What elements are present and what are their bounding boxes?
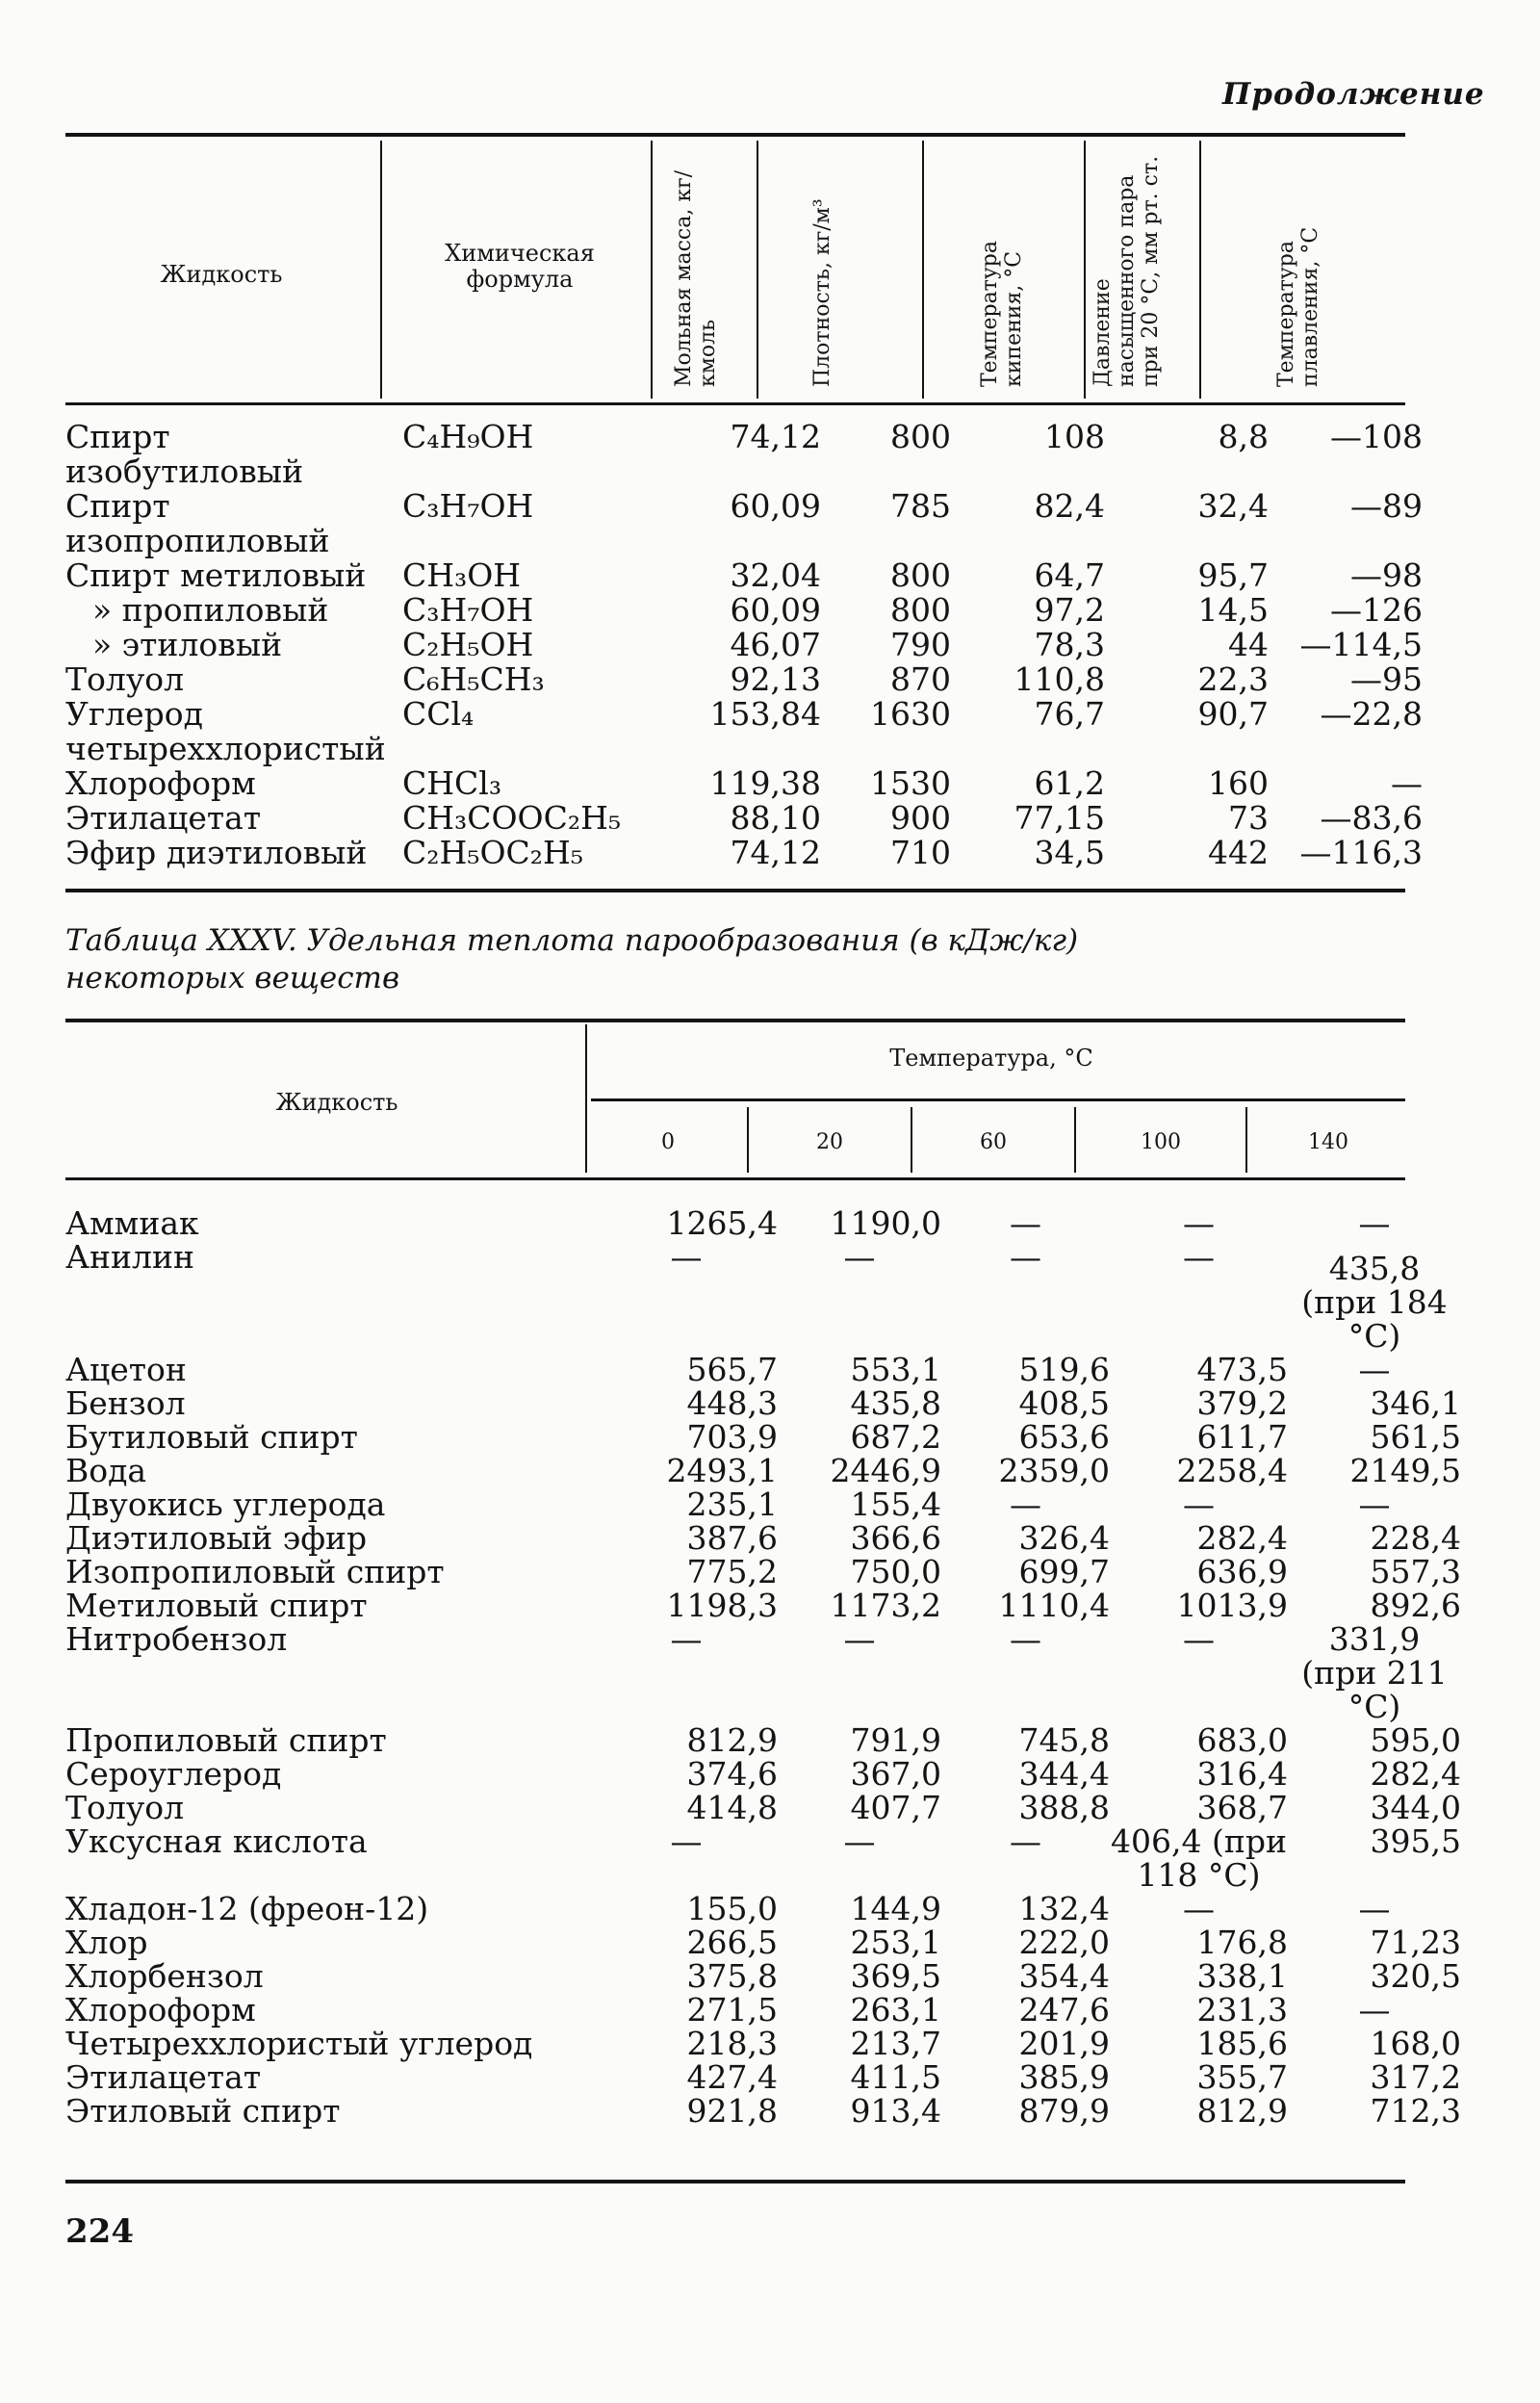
table1-col-divider	[651, 141, 653, 399]
table2-header-temperature: Температура, °С	[889, 1045, 1093, 1072]
value-t20: 144,9	[850, 1890, 941, 1927]
value-t60: —	[1010, 1822, 1041, 1860]
value-t100: 185,6	[1196, 2025, 1288, 2062]
liquid-name: Хлороформ	[65, 1991, 256, 2028]
table2-bottom-rule	[65, 2180, 1405, 2183]
value-t60: 344,4	[1018, 1755, 1110, 1793]
density: 790	[890, 626, 951, 663]
liquid-name: Этилацетат	[65, 799, 262, 837]
value-t100: 406,4 (при 118 °С)	[1111, 1822, 1287, 1894]
value-t60: —	[1010, 1204, 1041, 1242]
value-t60: 653,6	[1018, 1418, 1110, 1456]
value-t20: —	[843, 1822, 876, 1860]
value-t60: 519,6	[1018, 1351, 1110, 1388]
liquid-name: Толуол	[65, 660, 185, 698]
table1-header-formula: Химическая формула	[445, 240, 595, 293]
value-t0: 2493,1	[666, 1452, 778, 1489]
liquid-name: Хлороформ	[65, 764, 256, 802]
value-t100: —	[1183, 1620, 1215, 1658]
formula: CH₃COOC₂H₅	[402, 799, 622, 837]
value-t20: 366,6	[850, 1519, 941, 1557]
molar-mass: 88,10	[730, 799, 821, 837]
value-t20: 750,0	[850, 1553, 941, 1590]
melting-point: —22,8	[1320, 695, 1423, 733]
table-row	[65, 1521, 1461, 1555]
table-row	[65, 766, 1423, 801]
liquid-name: Спирт метиловый	[65, 556, 367, 594]
table-row	[65, 801, 1423, 836]
value-t140: 346,1	[1370, 1384, 1461, 1422]
value-t60: 745,8	[1018, 1721, 1110, 1759]
table1-col-divider	[922, 141, 924, 399]
table1-top-rule	[65, 133, 1405, 137]
value-t140: 557,3	[1370, 1553, 1461, 1590]
boiling-point: 110,8	[1014, 660, 1105, 698]
value-t140: 712,3	[1370, 2092, 1461, 2130]
table2-col-divider	[747, 1107, 749, 1173]
liquid-name: Аммиак	[65, 1204, 199, 1242]
value-t140: —	[1358, 1351, 1391, 1388]
value-t100: 473,5	[1196, 1351, 1288, 1388]
density: 900	[890, 799, 951, 837]
density: 800	[890, 418, 951, 455]
boiling-point: 97,2	[1034, 591, 1105, 629]
vapor-pressure: 95,7	[1197, 556, 1269, 594]
molar-mass: 74,12	[730, 834, 821, 871]
value-t20: —	[843, 1620, 876, 1658]
continued-label: Продолжение	[1222, 77, 1485, 112]
value-t140: 892,6	[1370, 1587, 1461, 1624]
table-row	[65, 489, 1423, 558]
table-row	[65, 1622, 1461, 1723]
melting-point: —83,6	[1320, 799, 1423, 837]
density: 800	[890, 591, 951, 629]
vapor-pressure: 32,4	[1197, 487, 1269, 525]
table-row	[65, 1892, 1461, 1925]
table2-header-t100: 100	[1141, 1130, 1181, 1154]
melting-point: —108	[1330, 418, 1423, 455]
liquid-name: » пропиловый	[92, 591, 329, 629]
liquid-name: Четыреххлористый углерод	[65, 2025, 533, 2062]
value-t20: 791,9	[850, 1721, 941, 1759]
molar-mass: 32,04	[730, 556, 821, 594]
melting-point: —116,3	[1299, 834, 1423, 871]
value-t100: 812,9	[1196, 2092, 1288, 2130]
table1-col-divider	[380, 141, 382, 399]
value-t100: 282,4	[1196, 1519, 1288, 1557]
table2-col-divider	[1245, 1107, 1247, 1173]
value-t0: 414,8	[686, 1789, 778, 1826]
vapor-pressure: 160	[1208, 764, 1269, 802]
table-row	[65, 1723, 1461, 1757]
table-row	[65, 1824, 1461, 1892]
value-t60: 326,4	[1018, 1519, 1110, 1557]
value-t60: —	[1010, 1486, 1041, 1523]
density: 800	[890, 556, 951, 594]
table-row	[65, 1589, 1461, 1622]
formula: CH₃OH	[402, 556, 522, 594]
value-t20: 2446,9	[830, 1452, 941, 1489]
table2-header-t60: 60	[980, 1130, 1007, 1154]
value-t140: 228,4	[1370, 1519, 1461, 1557]
boiling-point: 78,3	[1034, 626, 1105, 663]
value-t140: 435,8 (при 184 °С)	[1301, 1250, 1448, 1355]
boiling-point: 64,7	[1034, 556, 1105, 594]
value-t100: 355,7	[1196, 2058, 1288, 2096]
value-t140: 595,0	[1370, 1721, 1461, 1759]
value-t140: —	[1358, 1486, 1391, 1523]
melting-point: —126	[1330, 591, 1423, 629]
vapor-pressure: 14,5	[1197, 591, 1269, 629]
value-t140: 395,5	[1370, 1822, 1461, 1860]
liquid-name: Этилацетат	[65, 2058, 262, 2096]
value-t140: 2149,5	[1349, 1452, 1461, 1489]
value-t100: 368,7	[1196, 1789, 1288, 1826]
formula: CHCl₃	[402, 764, 502, 802]
table-row	[65, 2094, 1461, 2128]
value-t20: 367,0	[850, 1755, 941, 1793]
vapor-pressure: 442	[1208, 834, 1269, 871]
value-t140: —	[1358, 1890, 1391, 1927]
table1-header-liquid: Жидкость	[160, 261, 283, 288]
density: 1630	[870, 695, 951, 733]
value-t60: 408,5	[1018, 1384, 1110, 1422]
vapor-pressure: 90,7	[1197, 695, 1269, 733]
liquid-name: Толуол	[65, 1789, 185, 1826]
molar-mass: 74,12	[730, 418, 821, 455]
vapor-pressure: 73	[1228, 799, 1269, 837]
boiling-point: 34,5	[1034, 834, 1105, 871]
value-t140: 71,23	[1370, 1924, 1461, 1961]
value-t60: 354,4	[1018, 1957, 1110, 1995]
value-t0: 921,8	[686, 2092, 778, 2130]
value-t100: 636,9	[1196, 1553, 1288, 1590]
boiling-point: 76,7	[1034, 695, 1105, 733]
value-t0: —	[670, 1238, 703, 1276]
value-t140: 168,0	[1370, 2025, 1461, 2062]
molar-mass: 60,09	[730, 591, 821, 629]
value-t0: 218,3	[686, 2025, 778, 2062]
value-t20: 411,5	[850, 2058, 941, 2096]
formula: C₂H₅OH	[402, 626, 534, 663]
value-t0: 1265,4	[666, 1204, 778, 1242]
table-row	[65, 1925, 1461, 1959]
value-t0: 235,1	[686, 1486, 778, 1523]
value-t0: 703,9	[686, 1418, 778, 1456]
value-t0: 427,4	[686, 2058, 778, 2096]
table1-header-vapor-pressure: Давление насыщенного пара при 20 °С, мм рт. ст.	[1091, 155, 1163, 387]
value-t140: —	[1358, 1204, 1391, 1242]
table1-header-rule	[65, 402, 1405, 405]
liquid-name: Спирт изопропиловый	[65, 487, 330, 559]
formula: C₂H₅OC₂H₅	[402, 834, 584, 871]
table-row	[65, 1757, 1461, 1791]
value-t100: —	[1183, 1890, 1215, 1927]
liquid-name: Хлор	[65, 1924, 148, 1961]
value-t100: 176,8	[1196, 1924, 1288, 1961]
value-t140: 331,9 (при 211 °С)	[1301, 1620, 1448, 1725]
melting-point: —114,5	[1299, 626, 1423, 663]
table1-body	[65, 420, 1423, 870]
value-t0: 565,7	[686, 1351, 778, 1388]
density: 710	[890, 834, 951, 871]
table2-header-t20: 20	[816, 1130, 843, 1154]
liquid-name: » этиловый	[92, 626, 283, 663]
value-t60: —	[1010, 1238, 1041, 1276]
value-t20: 213,7	[850, 2025, 941, 2062]
table2-header-rule	[65, 1177, 1405, 1180]
molar-mass: 92,13	[730, 660, 821, 698]
value-t100: 611,7	[1196, 1418, 1288, 1456]
table2-caption: Таблица XXXV. Удельная теплота парообразования (в кДж/кг) некоторых веществ	[65, 923, 1079, 995]
table-row	[65, 1240, 1461, 1353]
value-t60: 247,6	[1018, 1991, 1110, 2028]
liquid-name: Спирт изобутиловый	[65, 418, 304, 490]
value-t0: 448,3	[686, 1384, 778, 1422]
liquid-name: Изопропиловый спирт	[65, 1553, 445, 1590]
liquid-name: Сероуглерод	[65, 1755, 282, 1793]
value-t0: —	[670, 1822, 703, 1860]
melting-point: —	[1391, 764, 1423, 802]
density: 870	[890, 660, 951, 698]
value-t60: 201,9	[1018, 2025, 1110, 2062]
table-row	[65, 420, 1423, 489]
liquid-name: Пропиловый спирт	[65, 1721, 387, 1759]
table-row	[65, 1555, 1461, 1589]
value-t0: 775,2	[686, 1553, 778, 1590]
value-t140: 561,5	[1370, 1418, 1461, 1456]
page-number: 224	[65, 2212, 134, 2251]
molar-mass: 153,84	[709, 695, 821, 733]
liquid-name: Ацетон	[65, 1351, 187, 1388]
value-t20: 369,5	[850, 1957, 941, 1995]
liquid-name: Метиловый спирт	[65, 1587, 368, 1624]
table-row	[65, 593, 1423, 628]
value-t100: —	[1183, 1204, 1215, 1242]
value-t20: 687,2	[850, 1418, 941, 1456]
table2-col-divider	[911, 1107, 912, 1173]
value-t100: —	[1183, 1238, 1215, 1276]
value-t0: 387,6	[686, 1519, 778, 1557]
table2-header-t0: 0	[661, 1130, 675, 1154]
melting-point: —98	[1350, 556, 1423, 594]
liquid-name: Анилин	[65, 1238, 194, 1276]
formula: C₃H₇OH	[402, 591, 534, 629]
table2-body	[65, 1206, 1461, 2128]
liquid-name: Хлорбензол	[65, 1957, 264, 1995]
value-t0: 812,9	[686, 1721, 778, 1759]
value-t20: 407,7	[850, 1789, 941, 1826]
value-t60: 879,9	[1018, 2092, 1110, 2130]
value-t20: 913,4	[850, 2092, 941, 2130]
table2-header-liquid: Жидкость	[275, 1089, 398, 1116]
molar-mass: 60,09	[730, 487, 821, 525]
value-t140: 282,4	[1370, 1755, 1461, 1793]
table2-header-t140: 140	[1308, 1130, 1348, 1154]
value-t140: 344,0	[1370, 1789, 1461, 1826]
table1-col-divider	[757, 141, 758, 399]
value-t60: 385,9	[1018, 2058, 1110, 2096]
value-t140: 317,2	[1370, 2058, 1461, 2096]
table2-top-rule	[65, 1019, 1405, 1022]
value-t20: 1190,0	[830, 1204, 941, 1242]
liquid-name: Уксусная кислота	[65, 1822, 368, 1860]
value-t20: —	[843, 1238, 876, 1276]
table-row	[65, 1791, 1461, 1824]
value-t60: —	[1010, 1620, 1041, 1658]
density: 785	[890, 487, 951, 525]
liquid-name: Хладон-12 (фреон-12)	[65, 1890, 429, 1927]
table-row	[65, 1993, 1461, 2027]
table1-col-divider	[1199, 141, 1201, 399]
value-t20: 1173,2	[830, 1587, 941, 1624]
liquid-name: Углерод четыреххлористый	[65, 695, 386, 767]
liquid-name: Диэтиловый эфир	[65, 1519, 368, 1557]
table-row	[65, 697, 1423, 766]
molar-mass: 119,38	[709, 764, 821, 802]
value-t0: 271,5	[686, 1991, 778, 2028]
value-t0: 155,0	[686, 1890, 778, 1927]
value-t100: 379,2	[1196, 1384, 1288, 1422]
liquid-name: Вода	[65, 1452, 147, 1489]
table-row	[65, 662, 1423, 697]
table2-col-divider	[585, 1024, 587, 1173]
value-t100: 683,0	[1196, 1721, 1288, 1759]
boiling-point: 77,15	[1014, 799, 1105, 837]
table-row	[65, 1487, 1461, 1521]
value-t0: 375,8	[686, 1957, 778, 1995]
value-t20: 553,1	[850, 1351, 941, 1388]
value-t60: 699,7	[1018, 1553, 1110, 1590]
table2-col-divider	[1074, 1107, 1076, 1173]
molar-mass: 46,07	[730, 626, 821, 663]
table2-subheader-rule	[591, 1098, 1405, 1101]
value-t100: 316,4	[1196, 1755, 1288, 1793]
value-t140: 320,5	[1370, 1957, 1461, 1995]
table1-header-molar-mass: Мольная масса, кг/кмоль	[672, 169, 720, 387]
formula: C₄H₉OH	[402, 418, 534, 455]
value-t60: 1110,4	[998, 1587, 1110, 1624]
table1-header-density: Плотность, кг/м³	[810, 198, 834, 387]
table1-col-divider	[1084, 141, 1086, 399]
vapor-pressure: 44	[1228, 626, 1269, 663]
value-t60: 388,8	[1018, 1789, 1110, 1826]
table-row	[65, 1353, 1461, 1386]
value-t100: 338,1	[1196, 1957, 1288, 1995]
vapor-pressure: 8,8	[1218, 418, 1269, 455]
table1-bottom-rule	[65, 889, 1405, 892]
value-t60: 132,4	[1018, 1890, 1110, 1927]
table-row	[65, 1420, 1461, 1454]
melting-point: —89	[1350, 487, 1423, 525]
table-row	[65, 1454, 1461, 1487]
table-row	[65, 2060, 1461, 2094]
liquid-name: Нитробензол	[65, 1620, 288, 1658]
table-row	[65, 1386, 1461, 1420]
table1-header-boiling: Температура кипения, °С	[978, 240, 1026, 387]
value-t0: 266,5	[686, 1924, 778, 1961]
vapor-pressure: 22,3	[1197, 660, 1269, 698]
table-row	[65, 558, 1423, 593]
density: 1530	[870, 764, 951, 802]
value-t60: 2359,0	[998, 1452, 1110, 1489]
liquid-name: Бутиловый спирт	[65, 1418, 358, 1456]
table-row	[65, 836, 1423, 870]
value-t100: 231,3	[1196, 1991, 1288, 2028]
table-row	[65, 2027, 1461, 2060]
value-t0: —	[670, 1620, 703, 1658]
boiling-point: 61,2	[1034, 764, 1105, 802]
boiling-point: 82,4	[1034, 487, 1105, 525]
table-row	[65, 628, 1423, 662]
value-t60: 222,0	[1018, 1924, 1110, 1961]
liquid-name: Бензол	[65, 1384, 186, 1422]
table-row	[65, 1959, 1461, 1993]
value-t0: 374,6	[686, 1755, 778, 1793]
liquid-name: Этиловый спирт	[65, 2092, 341, 2130]
liquid-name: Эфир диэтиловый	[65, 834, 368, 871]
formula: CCl₄	[402, 695, 475, 733]
liquid-name: Двуокись углерода	[65, 1486, 386, 1523]
value-t140: —	[1358, 1991, 1391, 2028]
value-t20: 155,4	[850, 1486, 941, 1523]
value-t20: 263,1	[850, 1991, 941, 2028]
value-t20: 435,8	[850, 1384, 941, 1422]
value-t100: —	[1183, 1486, 1215, 1523]
value-t20: 253,1	[850, 1924, 941, 1961]
value-t100: 1013,9	[1176, 1587, 1288, 1624]
value-t0: 1198,3	[666, 1587, 778, 1624]
boiling-point: 108	[1044, 418, 1105, 455]
table1-header-melting: Температура плавления, °С	[1274, 226, 1322, 387]
value-t100: 2258,4	[1176, 1452, 1288, 1489]
formula: C₆H₅CH₃	[402, 660, 545, 698]
melting-point: —95	[1350, 660, 1423, 698]
table-row	[65, 1206, 1461, 1240]
formula: C₃H₇OH	[402, 487, 534, 525]
